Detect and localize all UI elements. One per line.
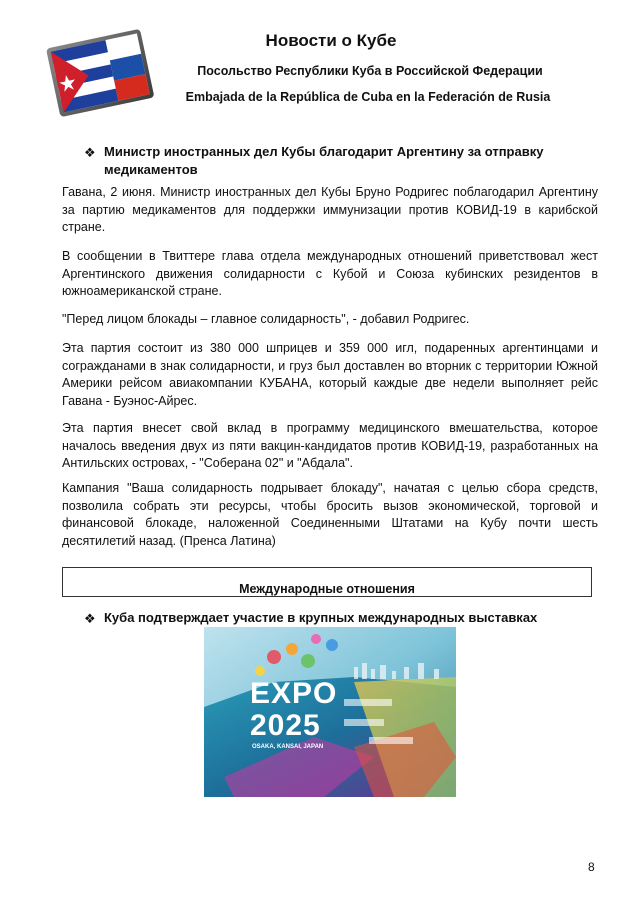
embassy-name-es: Embajada de la República de Cuba en la Federación de Rusia [185, 90, 551, 104]
page-number: 8 [588, 860, 595, 874]
article-paragraph: Эта партия внесет свой вклад в программу медицинского вмешательства, которое началось введения двух из пяти вакцин-кандидатов против КОВИД-19, разработанных на Антильских островах, - "Соберана 02" и "Абдала". [62, 421, 598, 470]
section-header-box [62, 567, 592, 597]
diamond-bullet-icon: ❖ [84, 145, 96, 160]
diamond-bullet-icon: ❖ [84, 611, 96, 626]
flags-cuba-russia-icon [40, 24, 160, 120]
expo-year-text: 2025 [250, 709, 321, 742]
article-paragraph: Эта партия состоит из 380 000 шприцев и 359 000 игл, подаренных аргентинцами и согражданами в знак солидарности, и груз был доставлен во вторник с территории Южной Америки рейсом авиакомпании КУБАНА, который каждые две недели выполняет рейс Гавана - Буэнос-Айрес. [62, 341, 598, 408]
page-title: Новости о Кубе [265, 31, 397, 50]
article-paragraph: В сообщении в Твиттере глава отдела международных отношений приветствовал жест Аргентинского движения солидарности с Кубой и Союза кубинских резидентов в южноамериканской стране. [62, 249, 598, 298]
article-headline: Куба подтверждает участие в крупных международных выставках [104, 610, 538, 625]
embassy-name-ru: Посольство Республики Куба в Российской Федерации [197, 64, 543, 78]
article-paragraph: "Перед лицом блокады – главное солидарность", - добавил Родригес. [62, 312, 470, 326]
expo-title-text: EXPO [250, 677, 338, 710]
article-paragraph: Гавана, 2 июня. Министр иностранных дел Кубы Бруно Родригес поблагодарил Аргентину за партию медикаментов для поддержки иммунизации против КОВИД-19 в карибской стране. [62, 185, 598, 234]
expo-2025-image [204, 627, 456, 797]
section-title: Международные отношения [239, 582, 415, 596]
article-headline: Министр иностранных дел Кубы благодарит Аргентину за отправку медикаментов [104, 144, 544, 177]
article-paragraph: Кампания "Ваша солидарность подрывает блокаду", начатая с целью сбора средств, позволила собрать эти ресурсы, чтобы бросить вызов экономической, торговой и финансовой блокаде, наложенной Соединенными Штатами на Кубу почти шесть десятилетий назад. (Пренса Латина) [62, 481, 598, 548]
expo-location-text: OSAKA, KANSAI, JAPAN [252, 744, 324, 750]
